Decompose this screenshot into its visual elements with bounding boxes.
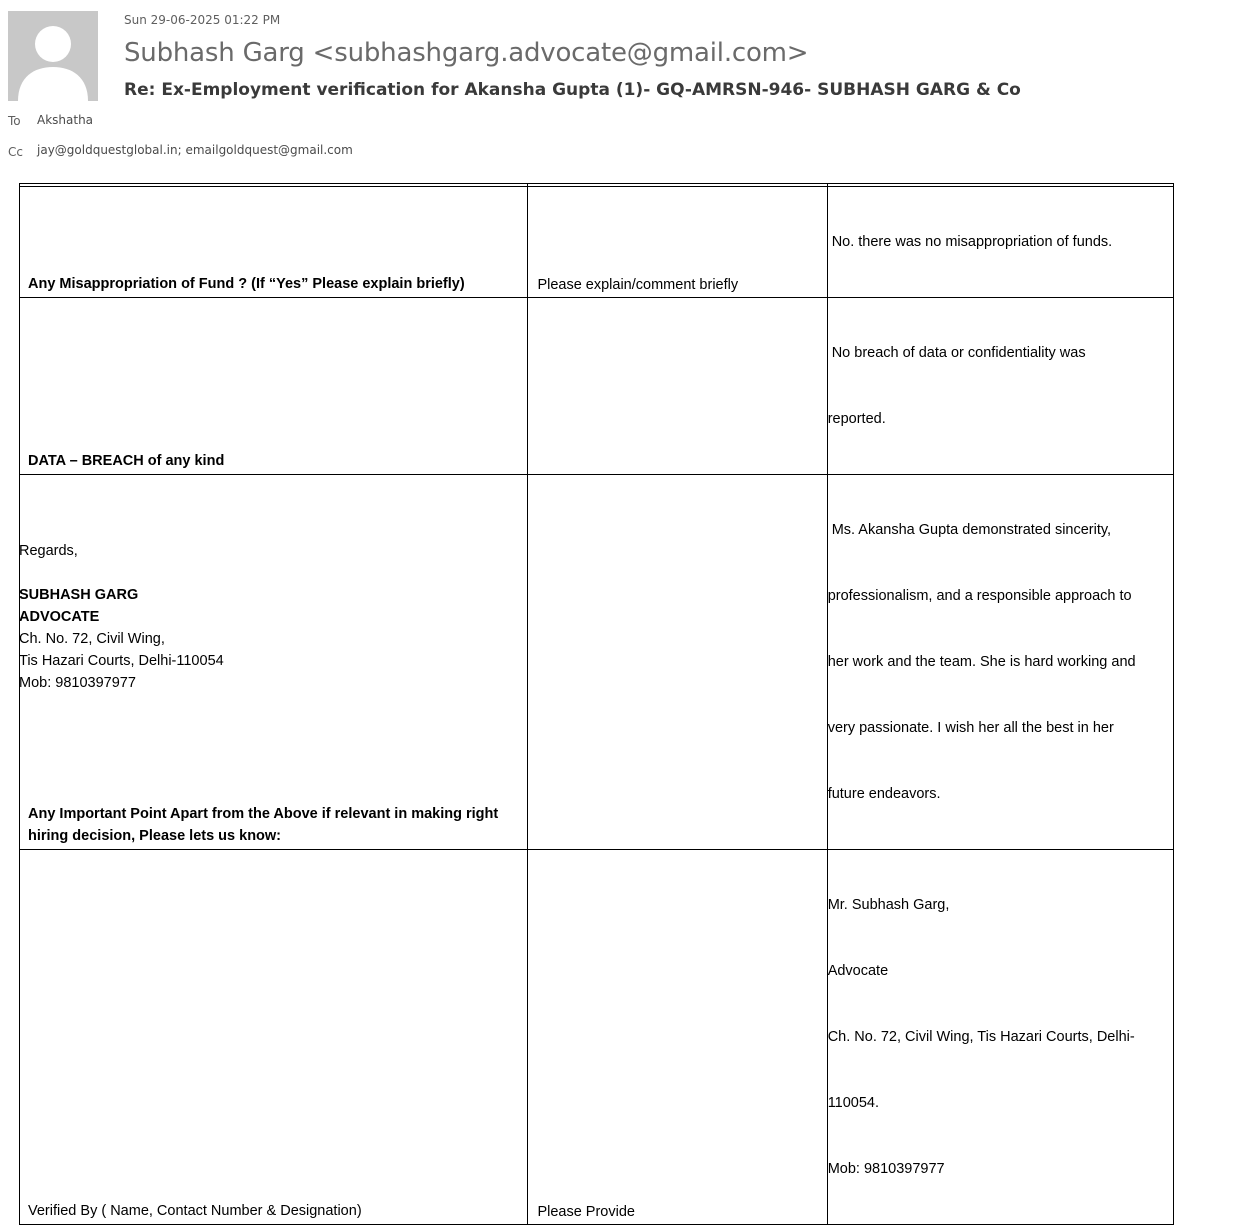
answer-line: 110054. <box>827 1095 880 1111</box>
prompt-cell: Please Provide <box>528 850 827 1225</box>
answer-line: Advocate <box>827 963 889 979</box>
person-silhouette-icon <box>8 11 98 101</box>
email-subject: Re: Ex-Employment verification for Akansha Gupta (1)- GQ-AMRSN-946- SUBHASH GARG & Co <box>124 80 1021 100</box>
table-row <box>20 850 1174 1225</box>
answer-cell <box>827 298 1173 475</box>
signature-block <box>19 540 224 694</box>
signature-mobile: Mob: 9810397977 <box>19 675 136 691</box>
answer-line: No breach of data or confidentiality was <box>831 345 1086 361</box>
verification-table <box>19 183 1174 1225</box>
table-row <box>20 187 1174 298</box>
question-cell: DATA – BREACH of any kind <box>20 298 528 475</box>
answer-line: professionalism, and a responsible approach to <box>827 588 1132 604</box>
prompt-cell <box>528 298 827 475</box>
answer-line: very passionate. I wish her all the best in her <box>827 720 1114 736</box>
answer-line: future endeavors. <box>827 786 941 802</box>
to-recipients[interactable]: Akshatha <box>37 113 94 127</box>
question-line: Any Important Point Apart from the Above if relevant in making right <box>28 806 499 822</box>
signature-address-line: Ch. No. 72, Civil Wing, <box>19 631 165 647</box>
answer-cell <box>827 187 1173 298</box>
question-cell: Any Misappropriation of Fund ? (If “Yes” Please explain briefly) <box>20 187 528 298</box>
greeting: Regards, <box>19 543 78 559</box>
email-body <box>0 183 1245 1220</box>
answer-cell <box>827 475 1173 850</box>
answer-line: Ch. No. 72, Civil Wing, Tis Hazari Courts, Delhi- <box>827 1029 1135 1045</box>
sender-avatar[interactable] <box>8 11 98 101</box>
answer-line: her work and the team. She is hard working and <box>827 654 1136 670</box>
signature-title: ADVOCATE <box>19 609 100 625</box>
cc-label: Cc <box>8 145 23 159</box>
sent-date: Sun 29-06-2025 01:22 PM <box>124 13 281 27</box>
question-line: hiring decision, Please lets us know: <box>28 828 282 844</box>
answer-line: Ms. Akansha Gupta demonstrated sincerity, <box>831 522 1112 538</box>
answer-line: Mob: 9810397977 <box>827 1161 945 1177</box>
to-label: To <box>8 114 21 128</box>
answer-line: Mr. Subhash Garg, <box>827 897 950 913</box>
answer-line: reported. <box>827 411 886 427</box>
signature-address-line: Tis Hazari Courts, Delhi-110054 <box>19 653 224 669</box>
cc-recipients[interactable]: jay@goldquestglobal.in; emailgoldquest@gmail.com <box>37 143 353 157</box>
table-row <box>20 298 1174 475</box>
question-cell: Verified By ( Name, Contact Number & Designation) <box>20 850 528 1225</box>
answer-line: No. there was no misappropriation of funds. <box>831 234 1113 250</box>
prompt-cell <box>528 475 827 850</box>
answer-cell <box>827 850 1173 1225</box>
sender-name[interactable]: Subhash Garg <subhashgarg.advocate@gmail.com> <box>124 38 809 68</box>
signature-name: SUBHASH GARG <box>19 587 139 603</box>
prompt-cell: Please explain/comment briefly <box>528 187 827 298</box>
